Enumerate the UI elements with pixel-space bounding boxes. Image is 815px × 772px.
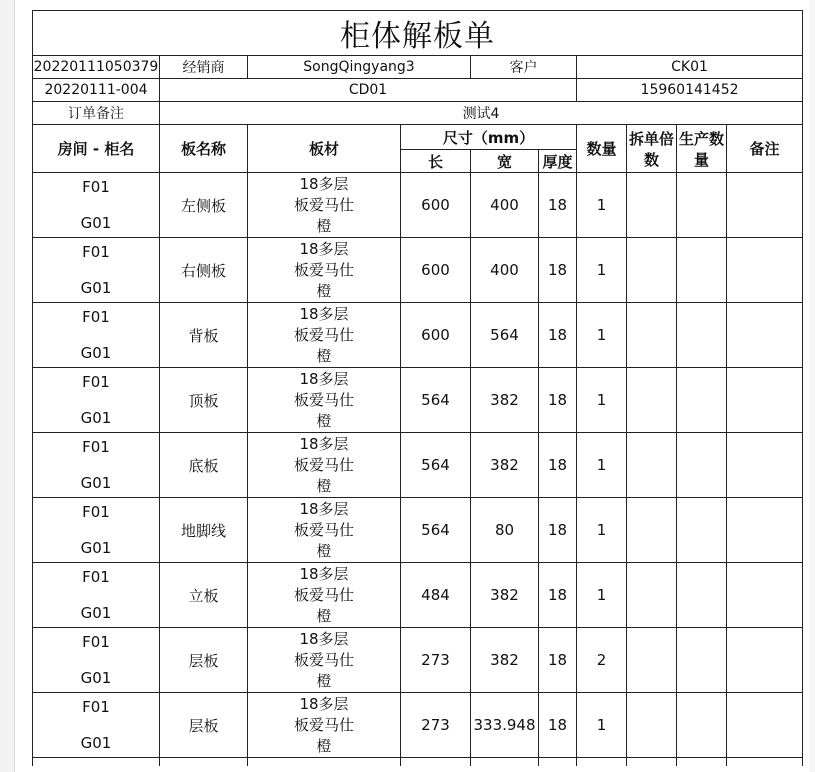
cabinet-name: G01 xyxy=(80,474,112,492)
note-value xyxy=(727,563,803,628)
quantity-value: 1 xyxy=(577,368,627,433)
header-thickness: 厚度 xyxy=(539,150,577,173)
material-line: 橙 xyxy=(316,411,332,430)
material-cell xyxy=(248,238,401,303)
split-multiple-value xyxy=(627,238,677,303)
header-room-cabinet: 房间 - 柜名 xyxy=(33,125,160,173)
note-value xyxy=(727,173,803,238)
material-line: 橙 xyxy=(316,346,332,365)
table-row xyxy=(33,563,803,628)
empty-cell xyxy=(33,758,160,767)
width-value: 400 xyxy=(471,173,539,238)
material-line: 板爱马仕 xyxy=(293,715,354,734)
material-line: 板爱马仕 xyxy=(293,325,354,344)
header-size: 尺寸（mm） xyxy=(401,125,577,150)
material-line: 橙 xyxy=(316,476,332,495)
length-value: 564 xyxy=(401,433,471,498)
empty-cell xyxy=(577,758,627,767)
header-length: 长 xyxy=(401,150,471,173)
cabinet-name: G01 xyxy=(80,344,112,362)
room-cabinet-cell xyxy=(33,693,160,758)
material-line: 橙 xyxy=(316,671,332,690)
material-line: 18多层 xyxy=(299,174,349,193)
quantity-value: 1 xyxy=(577,693,627,758)
width-value: 333.948 xyxy=(471,693,539,758)
board-name: 背板 xyxy=(160,303,248,368)
empty-cell xyxy=(727,758,803,767)
empty-cell xyxy=(539,758,577,767)
room-cabinet-cell xyxy=(33,563,160,628)
empty-cell xyxy=(677,758,727,767)
width-value: 80 xyxy=(471,498,539,563)
table-row xyxy=(33,693,803,758)
material-line: 橙 xyxy=(316,541,332,560)
material-line: 橙 xyxy=(316,281,332,300)
production-quantity-value xyxy=(677,173,727,238)
length-value: 273 xyxy=(401,693,471,758)
cabinet-name: G01 xyxy=(80,604,112,622)
table-row-partial xyxy=(33,758,803,767)
note-value xyxy=(727,368,803,433)
room-name: F01 xyxy=(82,373,110,391)
cabinet-name: G01 xyxy=(80,539,112,557)
split-multiple-value xyxy=(627,173,677,238)
thickness-value: 18 xyxy=(539,498,577,563)
room-name: F01 xyxy=(82,438,110,456)
cabinet-name: G01 xyxy=(80,669,112,687)
page-right-margin xyxy=(809,0,815,772)
document-title: 柜体解板单 xyxy=(33,11,803,56)
split-multiple-value xyxy=(627,628,677,693)
width-value: 382 xyxy=(471,563,539,628)
table-row xyxy=(33,628,803,693)
table-row xyxy=(33,238,803,303)
room-name: F01 xyxy=(82,503,110,521)
dealer-value: SongQingyang3 xyxy=(248,56,471,79)
thickness-value: 18 xyxy=(539,173,577,238)
quantity-value: 1 xyxy=(577,173,627,238)
split-multiple-value xyxy=(627,498,677,563)
material-line: 橙 xyxy=(316,216,332,235)
note-value xyxy=(727,498,803,563)
material-line: 18多层 xyxy=(299,239,349,258)
header-split-multiple: 拆单倍数 xyxy=(627,125,677,173)
customer-value: CK01 xyxy=(577,56,803,79)
cabinet-name: G01 xyxy=(80,214,112,232)
production-quantity-value xyxy=(677,433,727,498)
thickness-value: 18 xyxy=(539,238,577,303)
length-value: 600 xyxy=(401,238,471,303)
empty-cell xyxy=(627,758,677,767)
room-name: F01 xyxy=(82,633,110,651)
table-row xyxy=(33,173,803,238)
table-row xyxy=(33,303,803,368)
thickness-value: 18 xyxy=(539,563,577,628)
material-line: 板爱马仕 xyxy=(293,390,354,409)
material-line: 18多层 xyxy=(299,434,349,453)
quantity-value: 1 xyxy=(577,238,627,303)
room-cabinet-cell xyxy=(33,628,160,693)
material-line: 板爱马仕 xyxy=(293,585,354,604)
room-cabinet-cell xyxy=(33,173,160,238)
production-quantity-value xyxy=(677,498,727,563)
material-line: 18多层 xyxy=(299,564,349,583)
header-quantity: 数量 xyxy=(577,125,627,173)
board-name: 顶板 xyxy=(160,368,248,433)
thickness-value: 18 xyxy=(539,693,577,758)
length-value: 564 xyxy=(401,498,471,563)
room-cabinet-cell xyxy=(33,238,160,303)
order-number: 20220111050379 xyxy=(33,56,160,79)
header-note: 备注 xyxy=(727,125,803,173)
material-line: 18多层 xyxy=(299,629,349,648)
room-name: F01 xyxy=(82,178,110,196)
width-value: 400 xyxy=(471,238,539,303)
production-quantity-value xyxy=(677,368,727,433)
length-value: 600 xyxy=(401,303,471,368)
material-line: 18多层 xyxy=(299,694,349,713)
material-line: 18多层 xyxy=(299,304,349,323)
cabinet-code: CD01 xyxy=(160,79,577,102)
remark-value: 测试4 xyxy=(160,102,803,125)
phone-number: 15960141452 xyxy=(577,79,803,102)
note-value xyxy=(727,238,803,303)
empty-cell xyxy=(160,758,248,767)
header-width: 宽 xyxy=(471,150,539,173)
material-cell xyxy=(248,628,401,693)
note-value xyxy=(727,433,803,498)
material-line: 板爱马仕 xyxy=(293,520,354,539)
sub-order-number: 20220111-004 xyxy=(33,79,160,102)
material-cell xyxy=(248,368,401,433)
cabinet-name: G01 xyxy=(80,279,112,297)
cabinet-name: G01 xyxy=(80,734,112,752)
cabinet-name: G01 xyxy=(80,409,112,427)
note-value xyxy=(727,303,803,368)
room-name: F01 xyxy=(82,243,110,261)
room-cabinet-cell xyxy=(33,498,160,563)
table-row xyxy=(33,433,803,498)
material-cell xyxy=(248,693,401,758)
page-left-margin xyxy=(0,0,15,772)
width-value: 564 xyxy=(471,303,539,368)
length-value: 600 xyxy=(401,173,471,238)
length-value: 273 xyxy=(401,628,471,693)
empty-cell xyxy=(471,758,539,767)
material-line: 橙 xyxy=(316,736,332,755)
split-multiple-value xyxy=(627,693,677,758)
note-value xyxy=(727,693,803,758)
split-multiple-value xyxy=(627,563,677,628)
split-multiple-value xyxy=(627,303,677,368)
thickness-value: 18 xyxy=(539,433,577,498)
material-line: 板爱马仕 xyxy=(293,455,354,474)
note-value xyxy=(727,628,803,693)
empty-cell xyxy=(248,758,401,767)
production-quantity-value xyxy=(677,563,727,628)
width-value: 382 xyxy=(471,433,539,498)
room-cabinet-cell xyxy=(33,433,160,498)
material-line: 板爱马仕 xyxy=(293,650,354,669)
production-quantity-value xyxy=(677,693,727,758)
material-cell xyxy=(248,303,401,368)
material-cell xyxy=(248,498,401,563)
length-value: 484 xyxy=(401,563,471,628)
board-name: 底板 xyxy=(160,433,248,498)
board-name: 右侧板 xyxy=(160,238,248,303)
width-value: 382 xyxy=(471,628,539,693)
production-quantity-value xyxy=(677,628,727,693)
header-production-quantity: 生产数量 xyxy=(677,125,727,173)
header-material: 板材 xyxy=(248,125,401,173)
quantity-value: 1 xyxy=(577,303,627,368)
room-name: F01 xyxy=(82,698,110,716)
material-line: 板爱马仕 xyxy=(293,195,354,214)
width-value: 382 xyxy=(471,368,539,433)
quantity-value: 1 xyxy=(577,563,627,628)
thickness-value: 18 xyxy=(539,628,577,693)
room-name: F01 xyxy=(82,308,110,326)
table-row xyxy=(33,368,803,433)
thickness-value: 18 xyxy=(539,303,577,368)
material-cell xyxy=(248,173,401,238)
cut-list-table xyxy=(32,10,803,766)
table-row xyxy=(33,498,803,563)
quantity-value: 2 xyxy=(577,628,627,693)
empty-cell xyxy=(401,758,471,767)
remark-label: 订单备注 xyxy=(33,102,160,125)
board-name: 左侧板 xyxy=(160,173,248,238)
material-line: 18多层 xyxy=(299,369,349,388)
board-name: 立板 xyxy=(160,563,248,628)
material-line: 橙 xyxy=(316,606,332,625)
split-multiple-value xyxy=(627,433,677,498)
dealer-label: 经销商 xyxy=(160,56,248,79)
material-line: 板爱马仕 xyxy=(293,260,354,279)
header-board-name: 板名称 xyxy=(160,125,248,173)
material-cell xyxy=(248,433,401,498)
room-cabinet-cell xyxy=(33,368,160,433)
material-cell xyxy=(248,563,401,628)
production-quantity-value xyxy=(677,238,727,303)
length-value: 564 xyxy=(401,368,471,433)
board-name: 地脚线 xyxy=(160,498,248,563)
split-multiple-value xyxy=(627,368,677,433)
board-name: 层板 xyxy=(160,628,248,693)
quantity-value: 1 xyxy=(577,433,627,498)
material-line: 18多层 xyxy=(299,499,349,518)
board-name: 层板 xyxy=(160,693,248,758)
customer-label: 客户 xyxy=(471,56,577,79)
room-cabinet-cell xyxy=(33,303,160,368)
quantity-value: 1 xyxy=(577,498,627,563)
thickness-value: 18 xyxy=(539,368,577,433)
production-quantity-value xyxy=(677,303,727,368)
room-name: F01 xyxy=(82,568,110,586)
